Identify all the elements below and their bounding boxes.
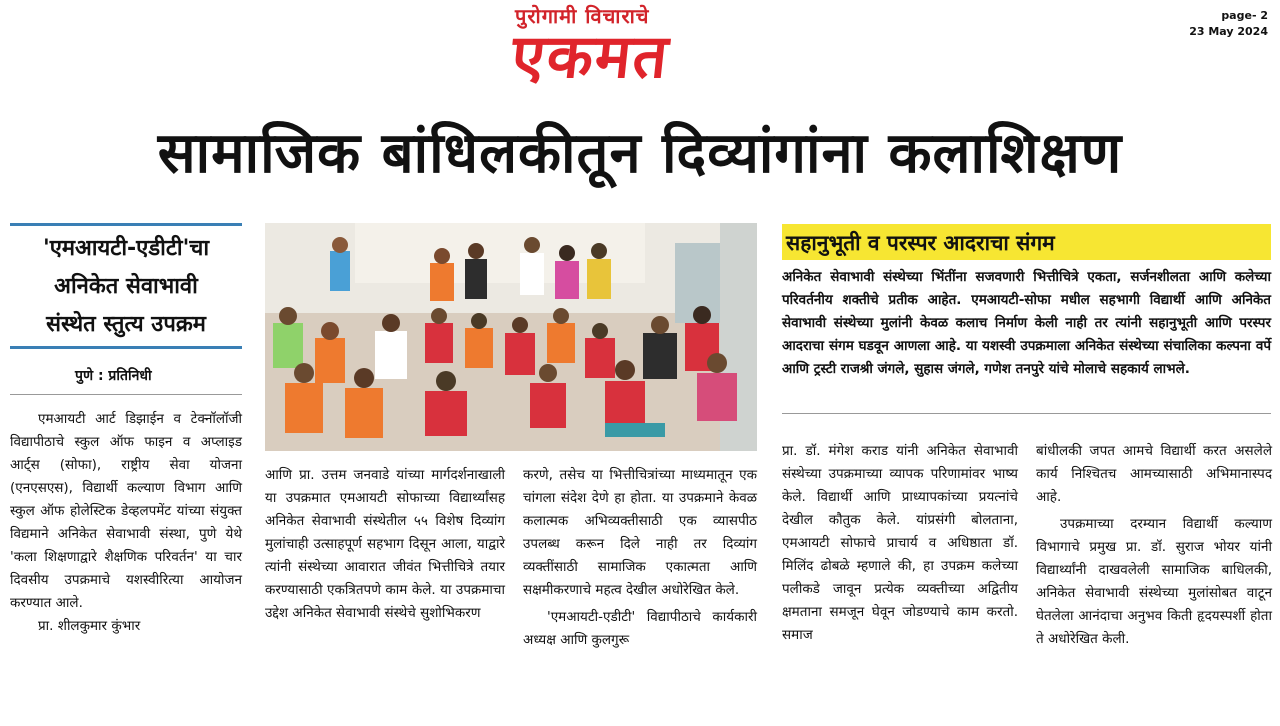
newspaper-masthead: एकमत xyxy=(508,22,674,92)
article-headline: सामाजिक बांधिलकीतून दिव्यांगांना कलाशिक्षण xyxy=(157,121,1123,186)
column-2-paragraph: आणि प्रा. उत्तम जनवाडे यांच्या मार्गदर्शनाखाली या उपक्रमात एमआयटी सोफाच्या विद्यार्थ्यांसह अनिकेत सेवाभावी संस्थेतील ५५ विशेष दिव्यांग मुलांचाही उत्साहपूर्ण सहभाग दिसून आला, याद्वारे त्यांनी संस्थेच्या आवारात जीवंत भित्तीचित्रे तयार करण्यासाठी एकत्रितपणे काम केले. या उपक्रमाचा उद्देश अनिकेत सेवाभावी संस्थेचे सुशोभिकरण xyxy=(265,467,505,621)
column-5-paragraph-2: उपक्रमाच्या दरम्यान विद्यार्थी कल्याण विभागाचे प्रमुख प्रा. डॉ. सुराज भोयर यांनी विद्यार्थ्यांनी दाखवलेली सामाजिक बाधिलकी, अनिकेत सेवाभावी संस्थेच्या मुलांसोबत वाटून घेतलेला आनंदाचा अनुभव किती हृदयस्पर्शी होता ते अधोरेखित केली. xyxy=(1036,516,1272,647)
page-info xyxy=(1189,8,1268,40)
highlight-box-text: अनिकेत सेवाभावी संस्थेच्या भिंतींना सजवणारी भित्तीचित्रे एकता, सर्जनशीलता आणि कलेच्या परिवर्तनीय शक्तीचे प्रतीक आहेत. एमआयटी-सोफा मधील सहभागी विद्यार्थी आणि अनिकेत सेवाभावी संस्थेच्या मुलांनी केवळ कलाच निर्माण केली नाही तर त्यांनी सहानुभूती आणि परस्पर आदराचा संगम घडवून आणला आहे. या यशस्वी उपक्रमाला अनिकेत संस्थेच्या संचालिका कल्पना वर्पे आणि ट्रस्टी राजश्री जंगले, सुहास जंगले, गणेश तनपुरे यांचे मोलाचे सहकार्य लाभले. xyxy=(782,269,1271,377)
column-1-tail: प्रा. शीलकुमार कुंभार xyxy=(38,618,141,634)
page-date: 23 May 2024 xyxy=(1189,25,1268,38)
article-photo xyxy=(265,223,757,451)
column-3-paragraph-2: 'एमआयटी-एडीटी' विद्यापीठाचे कार्यकारी अध्यक्ष आणि कुलगुरू xyxy=(523,609,757,648)
column-5-paragraph: बांधीलकी जपत आमचे विद्यार्थी करत असलेले कार्य निश्चितच आमच्यासाठी अभिमानास्पद आहे. xyxy=(1036,443,1272,505)
article-subhead xyxy=(10,230,242,344)
byline: पुणे : प्रतिनिधी xyxy=(75,368,152,384)
highlight-box-divider xyxy=(782,413,1271,414)
subhead-line-2: अनिकेत सेवाभावी xyxy=(54,274,198,299)
column-1-paragraph: एमआयटी आर्ट डिझाईन व टेक्नॉलॉजी विद्यापीठाचे स्कुल ऑफ फाइन व अप्लाइड आर्ट्स (सोफा), राष्ट्रीय सेवा योजना (एनएसएस), विद्यार्थी कल्याण विभाग आणि स्कुल ऑफ होलेस्टिक डेव्हलपमेंट यांच्या संयुक्त विद्यमाने अनिकेत सेवाभावी संस्था, पुणे येथे 'कला शिक्षणाद्वारे शैक्षणिक परिवर्तन' या चार दिवसीय उपक्रमाचे यशस्वीरित्या आयोजन करण्यात आले. xyxy=(10,411,242,611)
subhead-line-3: संस्थेत स्तुत्य उपक्रम xyxy=(46,312,206,337)
article-column-4 xyxy=(782,440,1018,647)
column-4-paragraph: प्रा. डॉ. मंगेश कराड यांनी अनिकेत सेवाभावी संस्थेच्या उपक्रमाच्या व्यापक परिणामांवर भाष्य केले. विद्यार्थी आणि प्राध्यापकांच्या प्रयत्नांचे देखील कौतुक केले. यांप्रसंगी बोलताना, एमआयटी सोफाचे प्राचार्य व अधिष्ठाता डॉ. मिलिंद ढोबळे म्हणाले की, हा उपक्रम कलेच्या पलीकडे जावून प्रत्येक व्यक्तीच्या अद्वितीय क्षमताना समजून घेवून जोडण्याचे काम करतो. समाज xyxy=(782,443,1018,643)
article-column-3 xyxy=(523,464,757,652)
group-photo-illustration xyxy=(265,223,757,451)
highlight-box-title: सहानुभूती व परस्पर आदराचा संगम xyxy=(786,231,1055,255)
article-column-1 xyxy=(10,408,242,638)
article-column-5 xyxy=(1036,440,1272,651)
page-number: page- 2 xyxy=(1221,9,1268,22)
subhead-line-1: 'एमआयटी-एडीटी'चा xyxy=(42,236,210,261)
column-3-paragraph: करणे, तसेच या भित्तीचित्रांच्या माध्यमातून एक चांगला संदेश देणे हा होता. या उपक्रमाने केवळ कलात्मक अभिव्यक्तीसाठी एक व्यासपीठ उपलब्ध करून दिले नाही तर दिव्यांग व्यक्तींसाठी सामाजिक एकात्मता आणि सक्षमीकरणाचे महत्व देखील अधोरेखित केले. xyxy=(523,467,757,598)
article-column-2 xyxy=(265,464,505,625)
newspaper-tagline: पुरोगामी विचाराचे xyxy=(515,4,650,28)
byline-divider xyxy=(10,394,242,395)
